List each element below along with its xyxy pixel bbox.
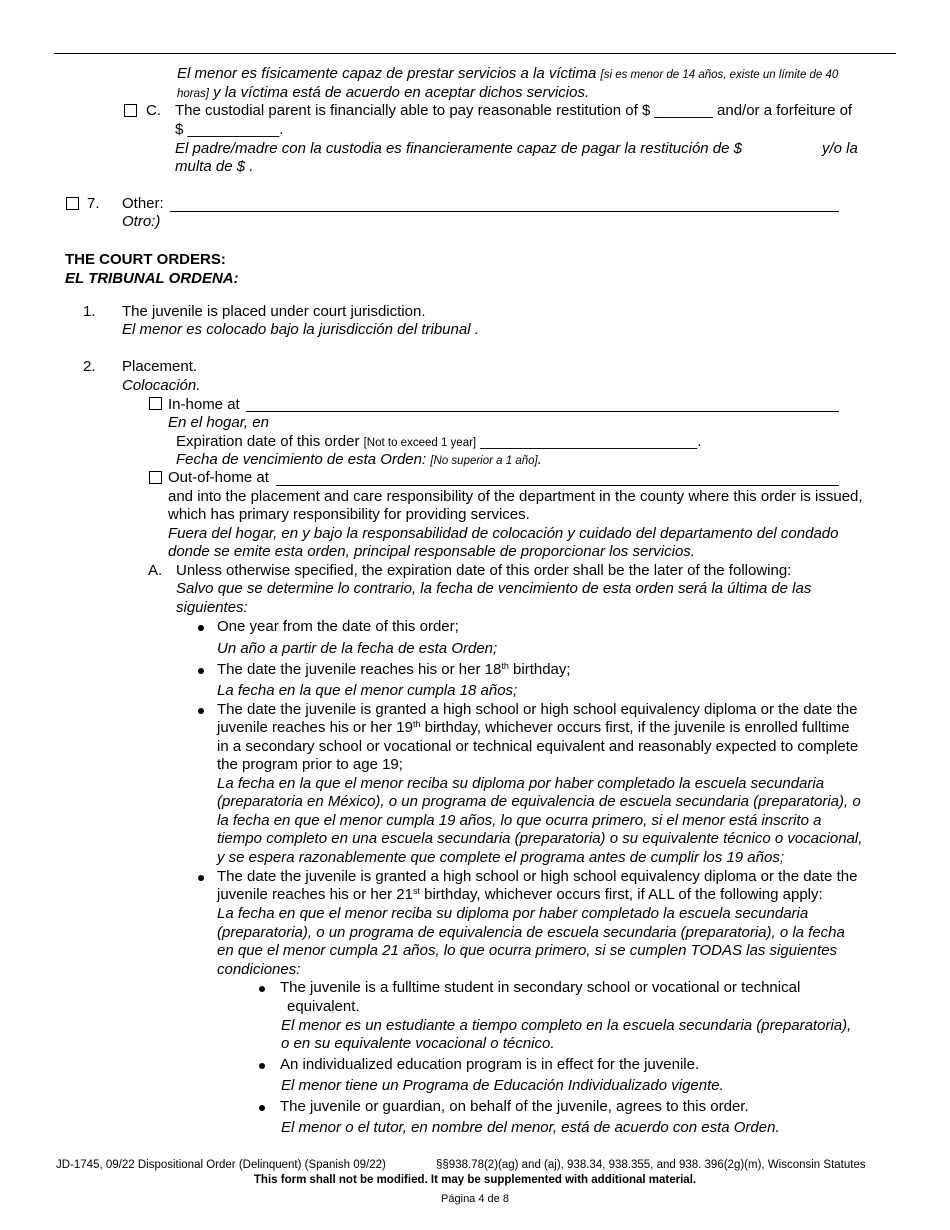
inhome-checkbox[interactable] [149,397,162,410]
bullet-2-spanish: La fecha en la que el menor cumpla 18 años; [217,682,518,699]
bullet-4-spanish-1: La fecha en que el menor reciba su diploma por haber completado la escuela secundaria [217,905,809,922]
item-c-spanish-1: El padre/madre con la custodia es financieramente capaz de pagar la restitución de $ [175,140,743,157]
item-c-letter: C. [146,102,161,119]
bullet-3-spanish-1: La fecha en la que el menor reciba su diploma por haber completado la escuela secundaria [217,775,825,792]
item-b-spanish-note-1: [si es menor de 14 años, existe un límite de 40 [600,69,839,81]
bullet-3-spanish-4: tiempo completo en una escuela secundaria (preparatoria) o su equivalente técnico o vocacional, [217,830,863,847]
condition-1-english-2: equivalent. [287,998,360,1015]
outhome-spanish-1: Fuera del hogar, en y bajo la responsabilidad de colocación y cuidado del departamento del condado [168,525,839,542]
inhome-location-field[interactable] [246,411,839,412]
footer-statutes: §§938.78(2)(ag) and (aj), 938.34, 938.355, and 938. 396(2g)(m), Wisconsin Statutes [436,1159,866,1171]
bullet-3-english-2b: birthday, whichever occurs first, if the juvenile is enrolled fulltime [420,719,850,736]
sub-bullet [259,1105,265,1111]
condition-3-english: The juvenile or guardian, on behalf of the juvenile, agrees to this order. [280,1098,749,1115]
item-b-spanish-note-2: horas] [177,88,209,100]
item-c-spanish-2: multa de $ . [175,158,254,175]
item-b-spanish-text-2: y la víctima está de acuerdo en aceptar dichos servicios. [208,84,590,101]
condition-1-spanish-2: o en su equivalente vocacional o técnico. [281,1035,555,1052]
sub-bullet [259,986,265,992]
bullet-4-english-1: The date the juvenile is granted a high school or high school equivalency diploma or the date the [217,868,858,885]
bullet-4-english-2a: juvenile reaches his or her 21 [217,886,413,903]
item-7-label: Other: [122,195,164,212]
item-b-spanish-text-1: El menor es físicamente capaz de prestar servicios a la víctima [177,65,597,82]
court-orders-title-spanish: EL TRIBUNAL ORDENA: [65,270,239,287]
bullet-4-spanish-3: en que el menor cumpla 21 años, lo que ocurra primero, si se cumplen TODAS las siguientes [217,942,838,959]
item-c-checkbox[interactable] [124,104,137,117]
bullet-1-spanish: Un año a partir de la fecha de esta Orden; [217,640,498,657]
condition-3-spanish: El menor o el tutor, en nombre del menor, está de acuerdo con esta Orden. [281,1119,780,1136]
condition-2-spanish: El menor tiene un Programa de Educación Individualizado vigente. [281,1077,724,1094]
bullet [198,625,204,631]
bullet-4-spanish-4: condiciones: [217,961,301,978]
sub-a-spanish-1: Salvo que se determine lo contrario, la fecha de vencimiento de esta orden será la última de las [176,580,812,597]
bullet-3-spanish-3: la fecha en que el menor cumpla 19 años, lo que ocurra primero, si el menor está inscrito a [217,812,822,829]
sub-bullet [259,1063,265,1069]
expiration-english-text: Expiration date of this order [176,433,360,450]
bullet-3-spanish-5: y se espera razonablemente que complete el programa antes de cumplir los 19 años; [217,849,784,866]
expiration-english [176,433,701,450]
expiration-spanish-note: [No superior a 1 año] [430,455,538,467]
sub-a-letter: A. [148,562,163,579]
bullet-4-english-2b: birthday, whichever occurs first, if ALL of the following apply: [419,886,823,903]
item-7-checkbox[interactable] [66,197,79,210]
bullet-4-english-2 [217,886,823,903]
footer-notice: This form shall not be modified. It may be supplemented with additional material. [253,1174,697,1186]
expiration-spanish-tail: . [537,451,542,468]
court-orders-title: THE COURT ORDERS: [65,251,226,268]
expiration-english-note: [Not to exceed 1 year] [363,437,477,449]
bullet-3-superscript: th [412,719,421,729]
bullet-2-english [217,661,571,678]
bullet-1-english: One year from the date of this order; [217,618,459,635]
top-rule [54,53,896,54]
bullet-2-english-a: The date the juvenile reaches his or her 18 [217,661,502,678]
condition-2-english: An individualized education program is in effect for the juvenile. [280,1056,700,1073]
expiration-spanish-text: Fecha de vencimiento de esta Orden: [176,451,427,468]
order-2-spanish: Colocación. [122,377,201,394]
item-b-spanish-line-2 [177,84,589,101]
order-1-english: The juvenile is placed under court jurisdiction. [122,303,426,320]
bullet-3-english-2a: juvenile reaches his or her 19 [217,719,413,736]
outhome-label: Out-of-home at [168,469,269,486]
condition-1-spanish-1: El menor es un estudiante a tiempo completo en la escuela secundaria (preparatoria), [281,1017,852,1034]
item-c-english-1: The custodial parent is financially able to pay reasonable restitution of $ _______ and/or a forfeiture of [175,102,853,119]
bullet [198,668,204,674]
bullet-3-english-2 [217,719,850,736]
item-7-label-spanish: Otro:) [122,213,161,230]
outhome-english-1: and into the placement and care responsibility of the department in the county where this order is issued, [168,488,863,505]
outhome-spanish-2: donde se emite esta orden, principal responsable de proporcionar los servicios. [168,543,695,560]
outhome-location-field[interactable] [276,485,839,486]
condition-1-english-1: The juvenile is a fulltime student in secondary school or vocational or technical [280,979,801,996]
bullet-3-english-3: in a secondary school or vocational or technical equivalent and reasonably expected to complete [217,738,859,755]
expiration-spanish [176,451,542,468]
order-1-spanish: El menor es colocado bajo la jurisdicción del tribunal . [122,321,479,338]
inhome-label-spanish: En el hogar, en [168,414,269,431]
order-1-number: 1. [83,303,96,320]
outhome-checkbox[interactable] [149,471,162,484]
footer-form-id: JD-1745, 09/22 Dispositional Order (Delinquent) (Spanish 09/22) [56,1159,386,1171]
order-2-number: 2. [83,358,96,375]
item-c-spanish-1b: y/o la [822,140,858,157]
bullet-3-english-4: the program prior to age 19; [217,756,403,773]
bullet-3-english-1: The date the juvenile is granted a high school or high school equivalency diploma or the date the [217,701,858,718]
order-2-english: Placement. [122,358,198,375]
item-b-spanish-line-1 [177,65,838,82]
bullet-4-spanish-2: (preparatoria), o un programa de equivalencia de escuela secundaria (preparatoria), o la fecha [217,924,845,941]
bullet-3-spanish-2: (preparatoria en México), o un programa de equivalencia de escuela secundaria (preparatoria), o [217,793,861,810]
expiration-date-field[interactable]: __________________________. [480,433,702,450]
outhome-english-2: which has primary responsibility for providing services. [168,506,530,523]
bullet [198,708,204,714]
item-7-number: 7. [87,195,100,212]
bullet-4-superscript: st [412,886,420,896]
footer-page-number: Página 4 de 8 [441,1193,509,1205]
bullet-2-superscript: th [501,661,509,671]
sub-a-spanish-2: siguientes: [176,599,248,616]
inhome-label: In-home at [168,396,240,413]
item-7-other-field[interactable] [170,211,839,212]
item-c-english-2: $ ___________. [175,121,284,138]
sub-a-english: Unless otherwise specified, the expiration date of this order shall be the later of the following: [176,562,792,579]
bullet-2-english-b: birthday; [508,661,571,678]
bullet [198,875,204,881]
